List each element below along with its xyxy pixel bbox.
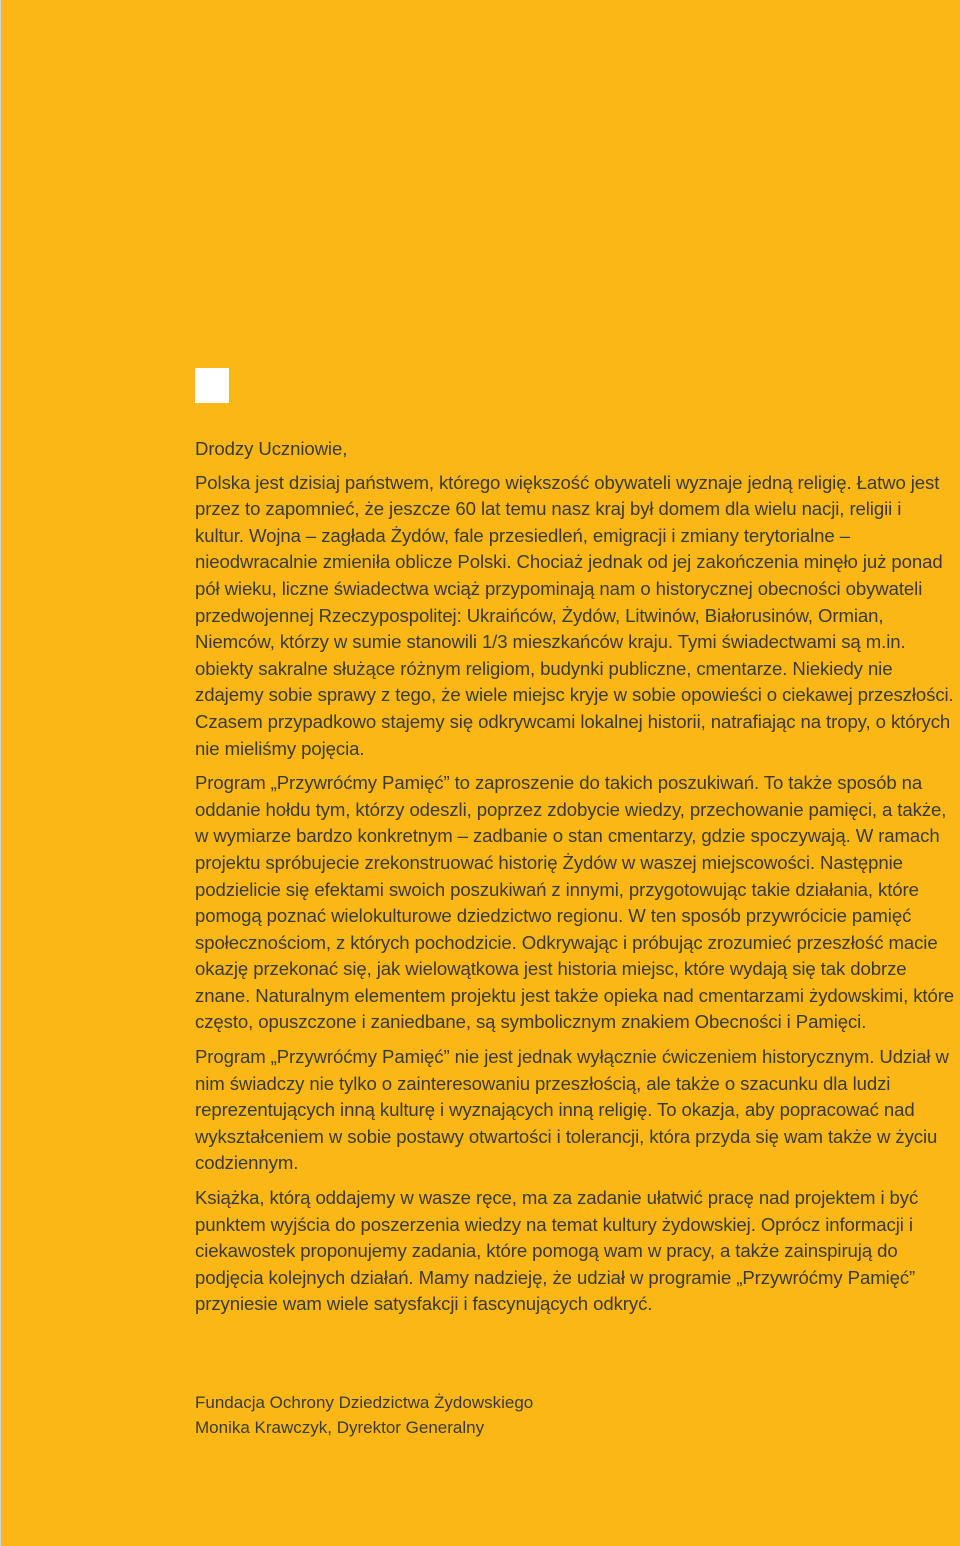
letter-paragraph-1: Polska jest dzisiaj państwem, którego większość obywateli wyznaje jedną religię. Łatwo jest przez to zapomnieć, że jeszcze 60 lat temu nasz kraj był domem dla wielu nacji, religii i kultur. Wojna – zagłada Żydów, fale przesiedleń, emigracji i zmiany terytorialne – nieodwracalnie zmieniła oblicze Polski. Chociaż jednak od jej zakończenia minęło już ponad pół wieku, liczne świadectwa wciąż przypominają nam o historycznej obecności obywateli przedwojennej Rzeczypospolitej: Ukraińców, Żydów, Litwinów, Białorusinów, Ormian, Niemców, którzy w sumie stanowili 1/3 mieszkańców kraju. Tymi świadectwami są m.in. obiekty sakralne służące różnym religiom, budynki publiczne, cmentarze. Niekiedy nie zdajemy sobie sprawy z tego, że wiele miejsc kryje w sobie opowieści o ciekawej przeszłości. Czasem przypadkowo stajemy się odkrywcami lokalnej historii, natrafiając na tropy, o których nie mieliśmy pojęcia. (195, 471, 954, 759)
signature-organization: Fundacja Ochrony Dziedzictwa Żydowskiego (195, 1393, 534, 1412)
decorative-square (195, 368, 229, 403)
letter-paragraph-2: Program „Przywróćmy Pamięć” to zaproszenie do takich poszukiwań. To także sposób na oddanie hołdu tym, którzy odeszli, poprzez zdobycie wiedzy, przechowanie pamięci, a także, w wymiarze bardzo konkretnym – zadbanie o stan cmentarzy, gdzie spoczywają. W ramach projektu spróbujecie zrekonstruować historię Żydów w waszej miejscowości. Następnie podzielicie się efektami swoich poszukiwań z innymi, przygotowując takie działania, które pomogą poznać wielokulturowe dziedzictwo regionu. W ten sposób przywrócicie pamięć społecznościom, z których pochodzicie. Odkrywając i próbując zrozumieć przeszłość macie okazję przekonać się, jak wielowątkowa jest historia miejsc, które wydają się tak dobrze znane. Naturalnym elementem projektu jest także opieka nad cmentarzami żydowskimi, które często, opuszczone i zaniedbane, są symbolicznym znakiem Obecności i Pamięci. (195, 772, 955, 1033)
letter-greeting: Drodzy Uczniowie, (195, 438, 348, 459)
signature-person: Monika Krawczyk, Dyrektor Generalny (195, 1418, 485, 1437)
letter-paragraph-4: Książka, którą oddajemy w wasze ręce, ma za zadanie ułatwić pracę nad projektem i być punktem wyjścia do poszerzenia wiedzy na temat kultury żydowskiej. Oprócz informacji i ciekawostek proponujemy zadania, które pomogą wam w pracy, a także zainspirują do podjęcia kolejnych działań. Mamy nadzieję, że udział w programie „Przywróćmy Pamięć” przyniesie wam wiele satysfakcji i fascynujących odkryć. (195, 1187, 919, 1315)
page-edge-line (0, 0, 1, 1546)
letter-body (195, 436, 955, 1318)
letter-paragraph-3: Program „Przywróćmy Pamięć” nie jest jednak wyłącznie ćwiczeniem historycznym. Udział w nim świadczy nie tylko o zainteresowaniu przeszłością, ale także o szacunku dla ludzi reprezentujących inną kulturę i wyznających inną religię. To okazja, aby popracować nad wykształceniem w sobie postawy otwartości i tolerancji, która przyda się wam także w życiu codziennym. (195, 1046, 949, 1174)
letter-signature (195, 1390, 533, 1440)
